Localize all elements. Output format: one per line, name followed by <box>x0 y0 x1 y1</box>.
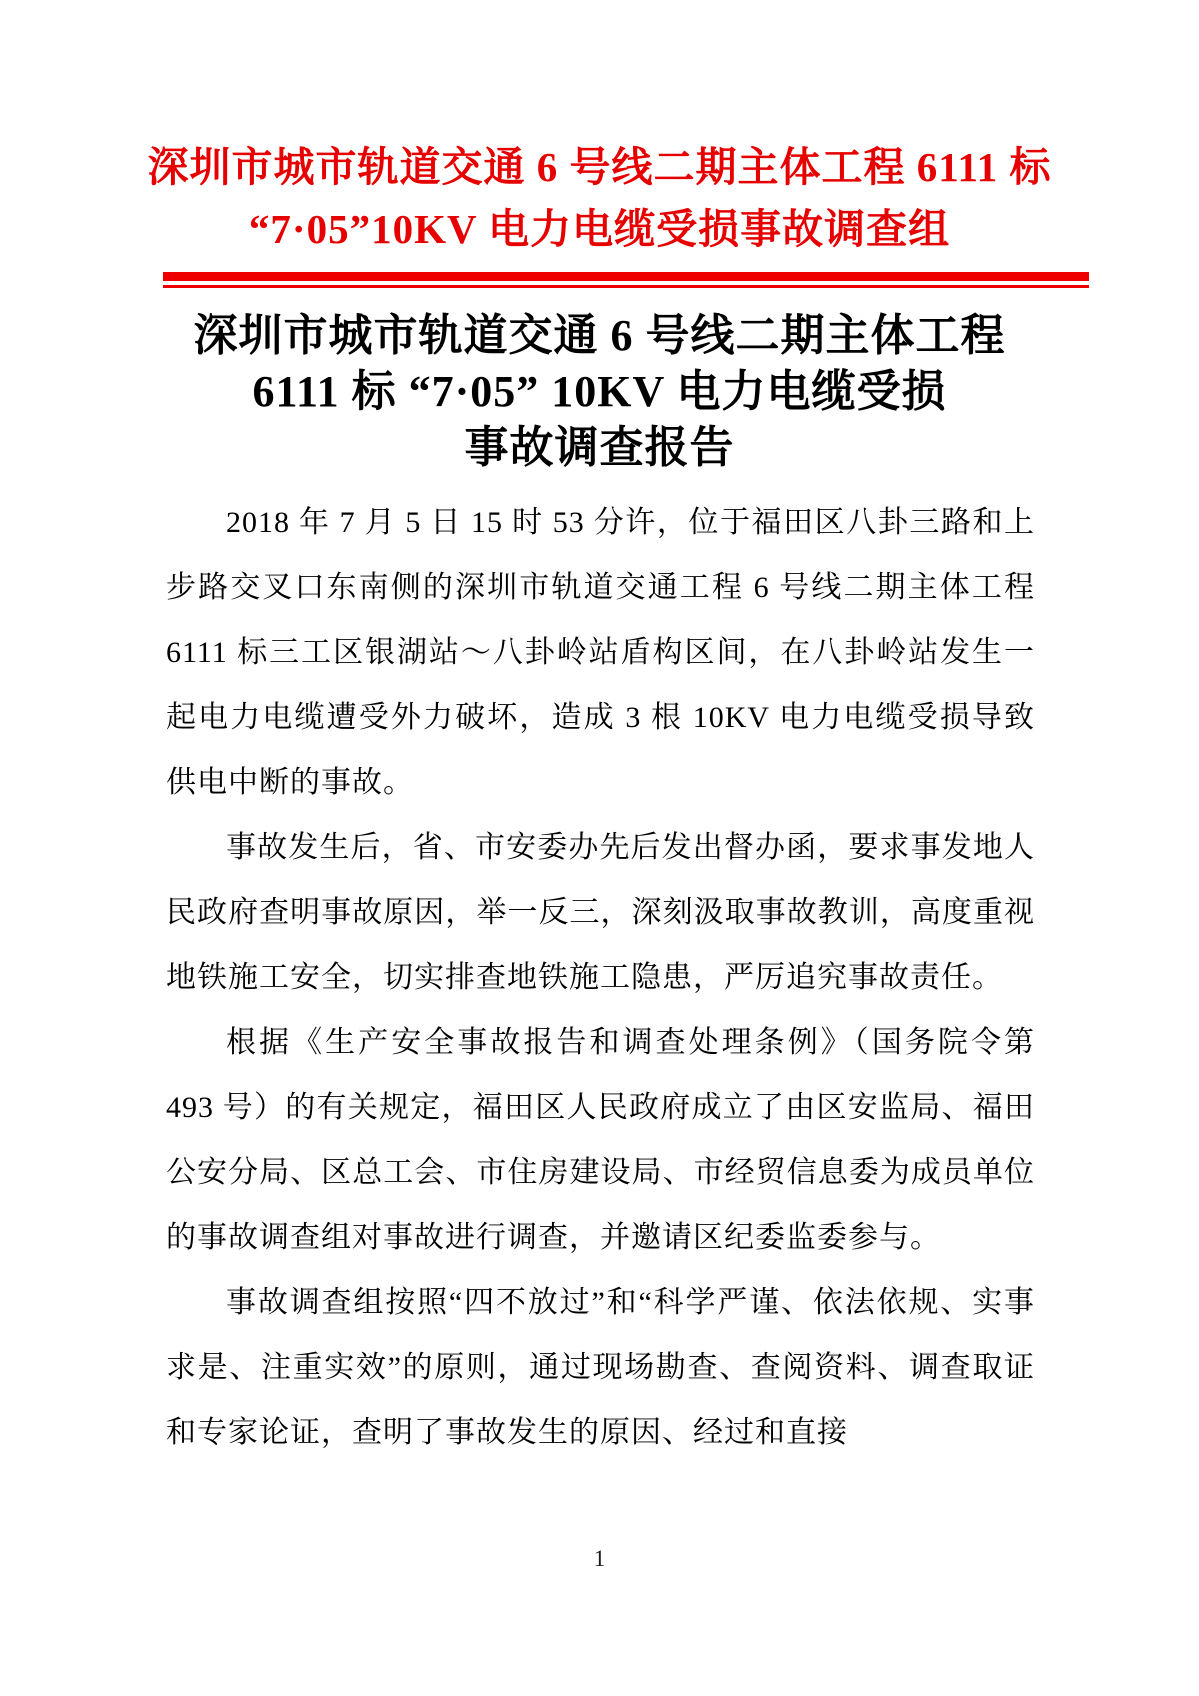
paragraph-investigation-team: 根据《生产安全事故报告和调查处理条例》（国务院令第 493 号）的有关规定，福田区人民政府成立了由区安监局、福田公安分局、区总工会、市住房建设局、市经贸信息委为成员单位的事故调查组对事故进行调查，并邀请区纪委监委参与。 <box>166 1026 1035 1254</box>
document-body <box>166 490 1035 1465</box>
document-title-line1: 深圳市城市轨道交通 6 号线二期主体工程 <box>193 311 1006 360</box>
letterhead-divider-rule <box>163 272 1089 288</box>
page-number: 1 <box>593 1546 606 1571</box>
paragraph-government-response: 事故发生后，省、市安委办先后发出督办函，要求事发地人民政府查明事故原因，举一反三，深刻汲取事故教训，高度重视地铁施工安全，切实排查地铁施工隐患，严厉追究事故责任。 <box>166 831 1035 994</box>
document-title-line3: 事故调查报告 <box>464 423 735 472</box>
letterhead <box>110 136 1089 260</box>
paragraph-incident-summary: 2018 年 7 月 5 日 15 时 53 分许，位于福田区八卦三路和上步路交叉口东南侧的深圳市轨道交通工程 6 号线二期主体工程 6111 标三工区银湖站～八卦岭站盾构区间，在八卦岭站发生一起电力电缆遭受外力破坏，造成 3 根 10KV 电力电缆受损导致供电中断的事故。 <box>166 506 1035 799</box>
document-title <box>120 308 1079 476</box>
paragraph-investigation-principles: 事故调查组按照“四不放过”和“科学严谨、依法依规、实事求是、注重实效”的原则，通过现场勘查、查阅资料、调查取证和专家论证，查明了事故发生的原因、经过和直接 <box>166 1286 1035 1449</box>
letterhead-line2: “7·05”10KV 电力电缆受损事故调查组 <box>248 206 951 252</box>
letterhead-line1: 深圳市城市轨道交通 6 号线二期主体工程 6111 标 <box>147 144 1052 190</box>
document-title-line2: 6111 标 “7·05” 10KV 电力电缆受损 <box>252 367 947 416</box>
